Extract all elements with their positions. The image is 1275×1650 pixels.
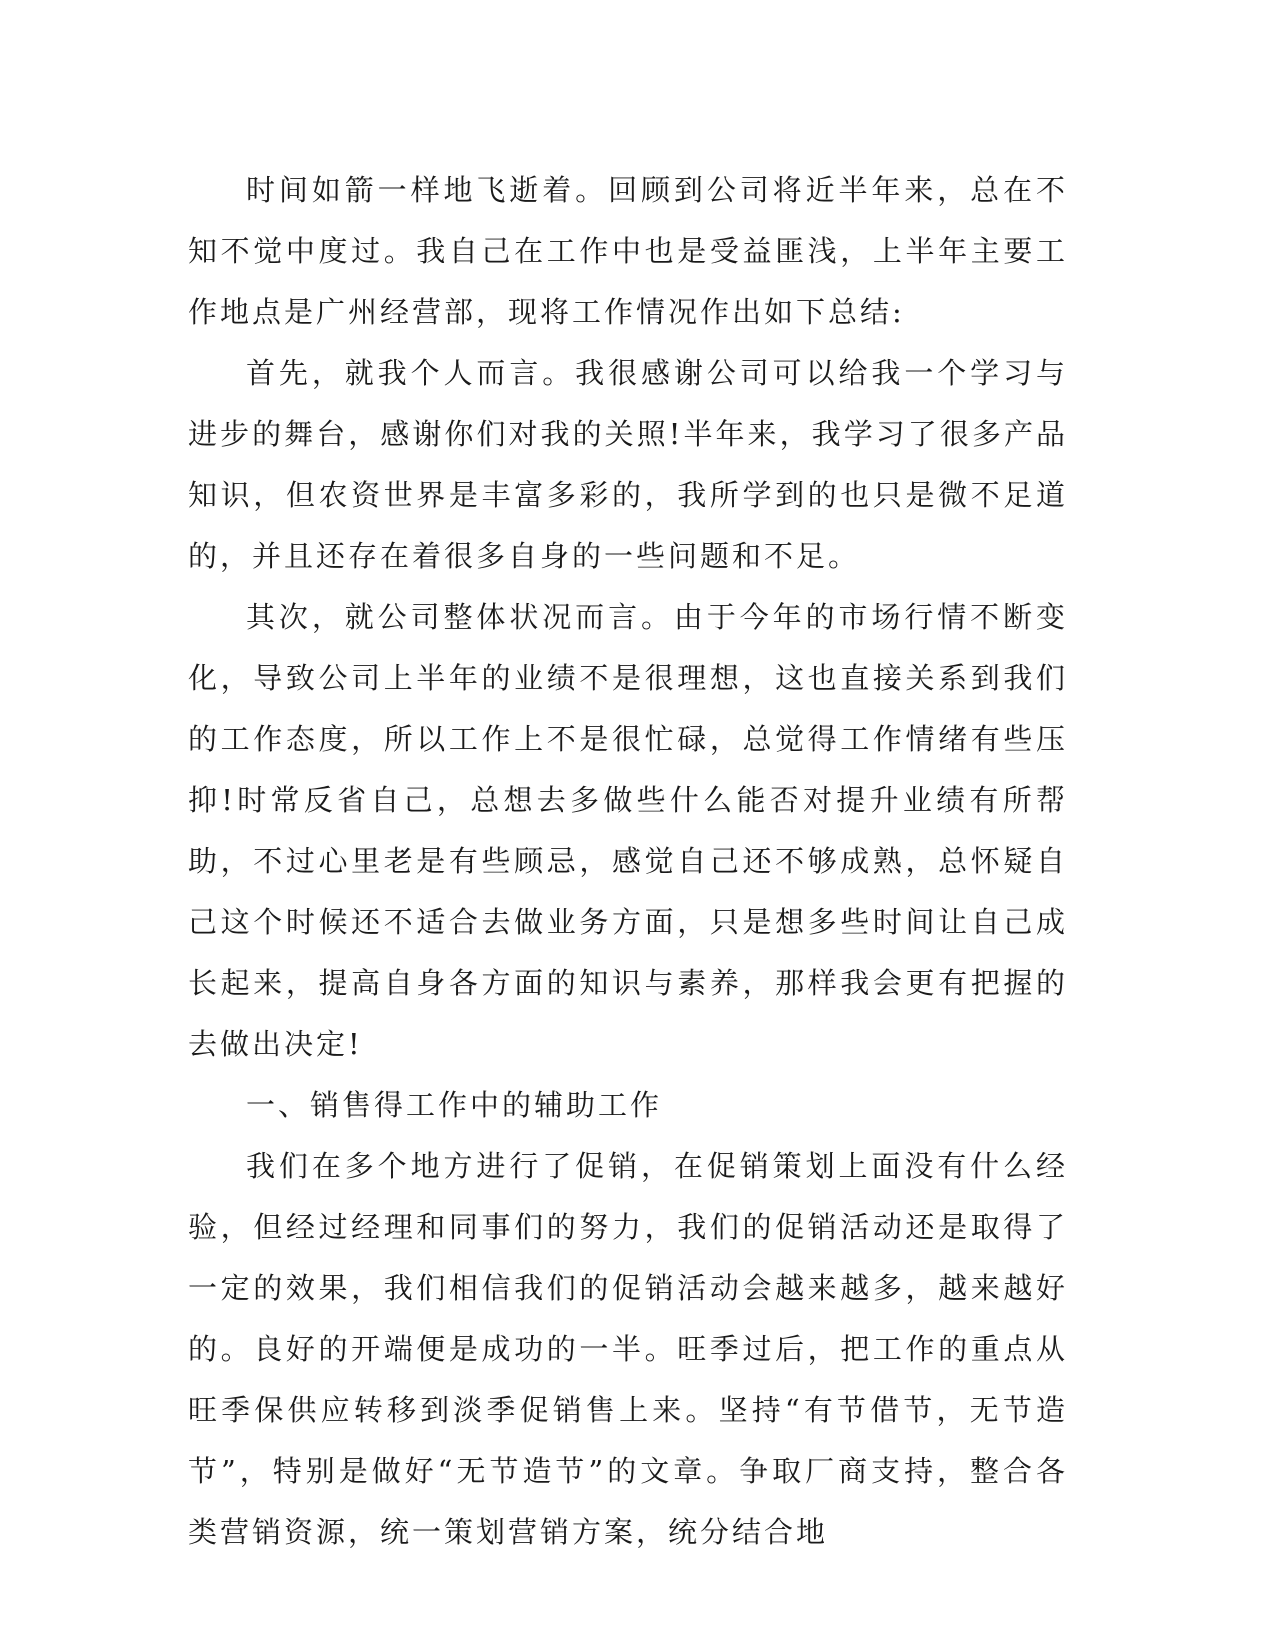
paragraph-company: 其次，就公司整体状况而言。由于今年的市场行情不断变化，导致公司上半年的业绩不是很理想，这也直接关系到我们的工作态度，所以工作上不是很忙碌，总觉得工作情绪有些压抑!时常反省自己，总想去多做些什么能否对提升业绩有所帮助，不过心里老是有些顾忌，感觉自己还不够成熟，总怀疑自己这个时候还不适合去做业务方面，只是想多些时间让自己成长起来，提高自身各方面的知识与素养，那样我会更有把握的去做出决定!	[188, 600, 1068, 1061]
paragraph-promotion: 我们在多个地方进行了促销，在促销策划上面没有什么经验，但经过经理和同事们的努力，我们的促销活动还是取得了一定的效果，我们相信我们的促销活动会越来越多，越来越好的。良好的开端便是成功的一半。旺季过后，把工作的重点从旺季保供应转移到淡季促销售上来。坚持“有节借节，无节造节”，特别是做好“无节造节”的文章。争取厂商支持，整合各类营销资源，统一策划营销方案，统分结合地	[188, 1149, 1068, 1549]
document-body	[188, 160, 1068, 1563]
paragraph-intro: 时间如箭一样地飞逝着。回顾到公司将近半年来，总在不知不觉中度过。我自己在工作中也是受益匪浅，上半年主要工作地点是广州经营部，现将工作情况作出如下总结:	[188, 173, 1068, 329]
section-heading: 一、销售得工作中的辅助工作	[246, 1088, 663, 1122]
paragraph-personal: 首先，就我个人而言。我很感谢公司可以给我一个学习与进步的舞台，感谢你们对我的关照!半年来，我学习了很多产品知识，但农资世界是丰富多彩的，我所学到的也只是微不足道的，并且还存在着很多自身的一些问题和不足。	[188, 356, 1068, 573]
